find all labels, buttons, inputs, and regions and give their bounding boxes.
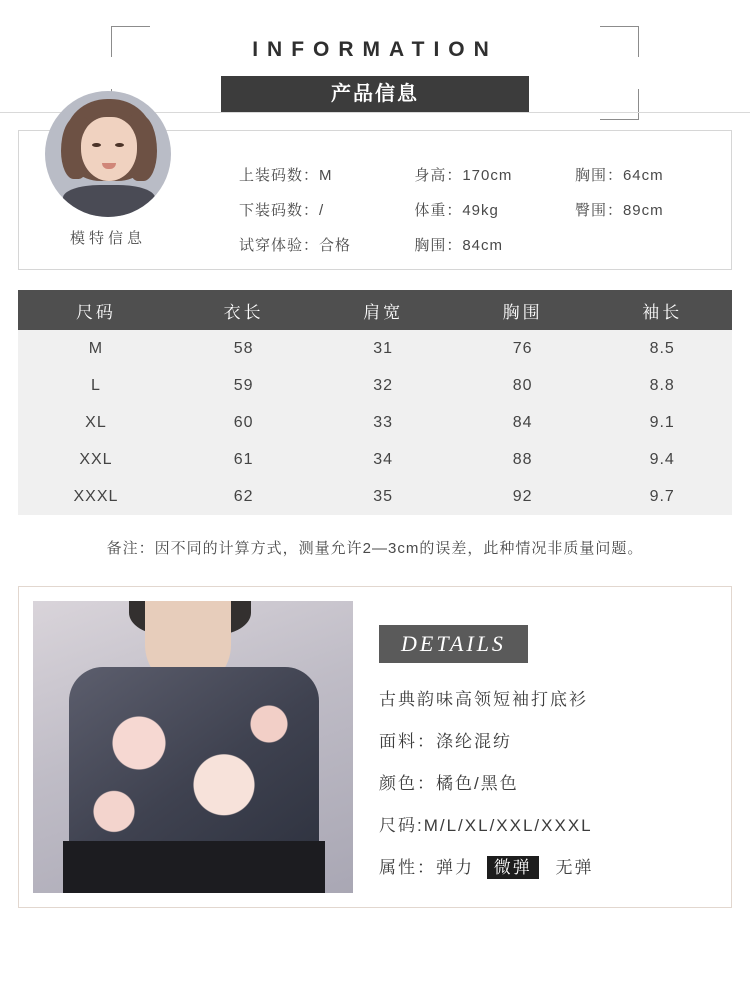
column-header: 肩宽 (313, 290, 453, 330)
detail-line-name: 古典韵味高领短袖打底衫 (379, 690, 588, 709)
model-avatar-group (43, 91, 173, 248)
elasticity-selected[interactable]: 微弹 (487, 856, 539, 879)
cell-shoulder: 33 (313, 404, 453, 441)
avatar-eye-left-icon (92, 143, 101, 147)
model-info-panel (18, 130, 732, 270)
detail-line-sizes: 尺码:M/L/XL/XXL/XXXL (379, 816, 593, 835)
photo-floral-top (69, 667, 319, 857)
cell-length: 59 (174, 367, 314, 404)
column-header: 衣长 (174, 290, 314, 330)
photo-black-hem (63, 841, 325, 893)
product-details-panel (18, 586, 732, 908)
table-row (239, 227, 715, 262)
cell-bust: 88 (453, 441, 593, 478)
header-title-group (115, 34, 635, 112)
detail-line-color: 颜色：橘色/黑色 (379, 774, 519, 793)
cell-sleeve: 9.7 (592, 478, 732, 515)
cell-bust: 92 (453, 478, 593, 515)
table-row (18, 367, 732, 404)
cell-length: 61 (174, 441, 314, 478)
detail-line-fabric: 面料：涤纶混纺 (379, 732, 512, 751)
avatar (45, 91, 171, 217)
table-row (239, 192, 715, 227)
cell-bust: 80 (453, 367, 593, 404)
cell-bust: 84 (453, 404, 593, 441)
detail-line-elasticity (379, 853, 731, 878)
cell-length: 60 (174, 404, 314, 441)
column-header: 胸围 (453, 290, 593, 330)
column-header: 尺码 (18, 290, 174, 330)
product-details-text (353, 587, 731, 907)
model-field: 胸围：64cm (574, 167, 664, 184)
page-title-en: INFORMATION (252, 38, 498, 61)
cell-size: M (18, 330, 174, 367)
cell-size: XXL (18, 441, 174, 478)
elasticity-label: 属性：弹力 (379, 858, 474, 877)
table-row (18, 478, 732, 515)
page-title-cn: 产品信息 (221, 76, 529, 112)
table-row (18, 330, 732, 367)
model-field: 下装码数：/ (239, 202, 325, 219)
cell-shoulder: 35 (313, 478, 453, 515)
table-header-row (18, 290, 732, 330)
model-field: 臀围：89cm (574, 202, 664, 219)
model-field: 上装码数：M (239, 167, 333, 184)
corner-decoration-top-right (600, 26, 639, 57)
details-badge: DETAILS (379, 625, 528, 663)
cell-shoulder: 31 (313, 330, 453, 367)
elasticity-option-none[interactable]: 无弹 (555, 858, 594, 877)
model-field: 试穿体验：合格 (239, 237, 352, 254)
model-field: 体重：49kg (414, 202, 499, 219)
model-field: 胸围：84cm (414, 237, 504, 254)
corner-decoration-top-left (111, 26, 150, 57)
cell-size: XL (18, 404, 174, 441)
table-row (239, 157, 715, 192)
model-info-caption: 模特信息 (69, 230, 146, 247)
cell-sleeve: 9.1 (592, 404, 732, 441)
size-chart-table (18, 290, 732, 515)
avatar-body-icon (63, 185, 155, 217)
cell-sleeve: 8.5 (592, 330, 732, 367)
corner-decoration-bottom-right (600, 89, 639, 120)
avatar-eye-right-icon (115, 143, 124, 147)
model-spec-table (239, 157, 715, 262)
cell-length: 62 (174, 478, 314, 515)
table-row (18, 441, 732, 478)
cell-sleeve: 8.8 (592, 367, 732, 404)
cell-size: L (18, 367, 174, 404)
column-header: 袖长 (592, 290, 732, 330)
product-photo (33, 601, 353, 893)
model-field (575, 227, 715, 262)
cell-sleeve: 9.4 (592, 441, 732, 478)
cell-length: 58 (174, 330, 314, 367)
measurement-note: 备注：因不同的计算方式，测量允许2—3cm的误差，此种情况非质量问题。 (106, 540, 644, 557)
avatar-face-icon (81, 117, 137, 181)
cell-shoulder: 34 (313, 441, 453, 478)
model-field: 身高：170cm (414, 167, 513, 184)
cell-size: XXXL (18, 478, 174, 515)
table-row (18, 404, 732, 441)
cell-bust: 76 (453, 330, 593, 367)
cell-shoulder: 32 (313, 367, 453, 404)
